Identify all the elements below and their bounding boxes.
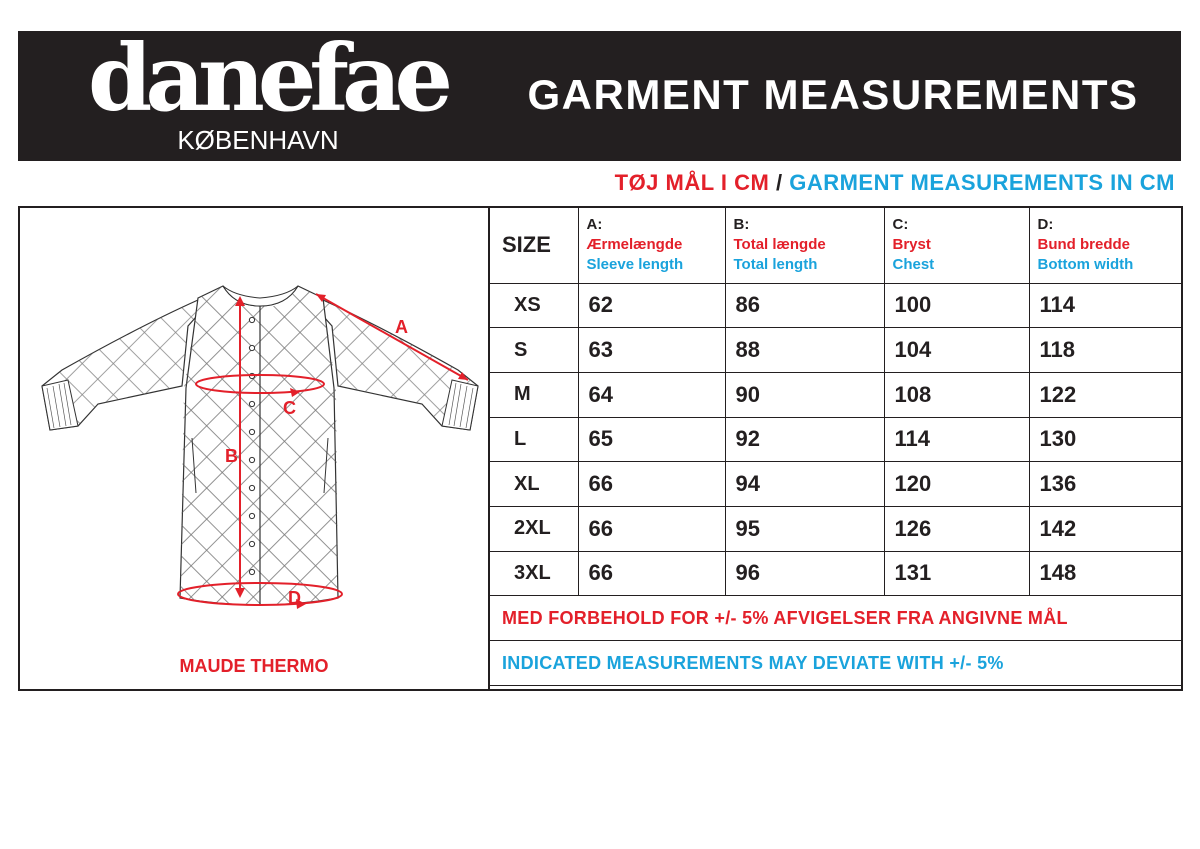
table-header-row <box>490 208 1181 283</box>
column-header-sleeve: A: Ærmelængde Sleeve length <box>578 208 725 283</box>
column-header-chest: C: Bryst Chest <box>884 208 1029 283</box>
marker-a-label: A <box>395 317 408 337</box>
bottom-value: 114 <box>1029 283 1181 328</box>
length-value: 90 <box>725 372 884 417</box>
table-row <box>490 462 1181 507</box>
chest-value: 131 <box>884 551 1029 596</box>
length-value: 86 <box>725 283 884 328</box>
bottom-value: 122 <box>1029 372 1181 417</box>
length-value: 92 <box>725 417 884 462</box>
length-value: 96 <box>725 551 884 596</box>
brand-logo <box>88 24 447 159</box>
header-banner <box>18 24 1181 161</box>
table-row <box>490 283 1181 328</box>
size-label: S <box>490 328 578 373</box>
table-row <box>490 506 1181 551</box>
measurement-panel <box>18 206 1183 691</box>
chest-value: 114 <box>884 417 1029 462</box>
bottom-value: 136 <box>1029 462 1181 507</box>
table-row <box>490 551 1181 596</box>
sleeve-value: 66 <box>578 551 725 596</box>
marker-c-label: C <box>283 398 296 418</box>
size-table <box>490 208 1181 686</box>
column-header-total-length: B: Total længde Total length <box>725 208 884 283</box>
size-label: L <box>490 417 578 462</box>
size-label: M <box>490 372 578 417</box>
size-label: 3XL <box>490 551 578 596</box>
table-row <box>490 372 1181 417</box>
subtitle-danish: TØJ MÅL I CM <box>614 170 770 195</box>
units-subtitle <box>615 169 1175 197</box>
chest-value: 104 <box>884 328 1029 373</box>
chest-value: 126 <box>884 506 1029 551</box>
chest-value: 100 <box>884 283 1029 328</box>
garment-illustration-panel <box>20 208 490 689</box>
sleeve-value: 64 <box>578 372 725 417</box>
bottom-value: 148 <box>1029 551 1181 596</box>
note-row-danish <box>490 596 1181 641</box>
tolerance-note-danish: MED FORBEHOLD FOR +/- 5% AFVIGELSER FRA ANGIVNE MÅL <box>490 596 1181 641</box>
chest-value: 108 <box>884 372 1029 417</box>
subtitle-english: GARMENT MEASUREMENTS IN CM <box>789 170 1175 195</box>
column-header-bottom-width: D: Bund bredde Bottom width <box>1029 208 1181 283</box>
size-label: 2XL <box>490 506 578 551</box>
page-title: GARMENT MEASUREMENTS <box>527 71 1139 118</box>
brand-wordmark: danefae <box>88 24 447 132</box>
bottom-value: 130 <box>1029 417 1181 462</box>
sleeve-value: 63 <box>578 328 725 373</box>
bottom-value: 142 <box>1029 506 1181 551</box>
tolerance-note-english: INDICATED MEASUREMENTS MAY DEVIATE WITH +/- 5% <box>490 641 1181 686</box>
bottom-value: 118 <box>1029 328 1181 373</box>
note-row-english <box>490 641 1181 686</box>
length-value: 94 <box>725 462 884 507</box>
length-value: 95 <box>725 506 884 551</box>
size-column-header: SIZE <box>490 208 578 283</box>
marker-d-label: D <box>288 588 301 608</box>
size-label: XS <box>490 283 578 328</box>
sleeve-value: 65 <box>578 417 725 462</box>
sleeve-value: 66 <box>578 506 725 551</box>
table-row <box>490 328 1181 373</box>
coat-diagram <box>20 208 488 648</box>
sleeve-value: 62 <box>578 283 725 328</box>
length-value: 88 <box>725 328 884 373</box>
marker-b-label: B <box>225 446 238 466</box>
size-label: XL <box>490 462 578 507</box>
table-row <box>490 417 1181 462</box>
product-name: MAUDE THERMO <box>179 656 329 676</box>
chest-value: 120 <box>884 462 1029 507</box>
subtitle-separator: / <box>775 170 783 195</box>
brand-city: KØBENHAVN <box>177 125 339 155</box>
sleeve-value: 66 <box>578 462 725 507</box>
coat-body <box>170 278 350 618</box>
